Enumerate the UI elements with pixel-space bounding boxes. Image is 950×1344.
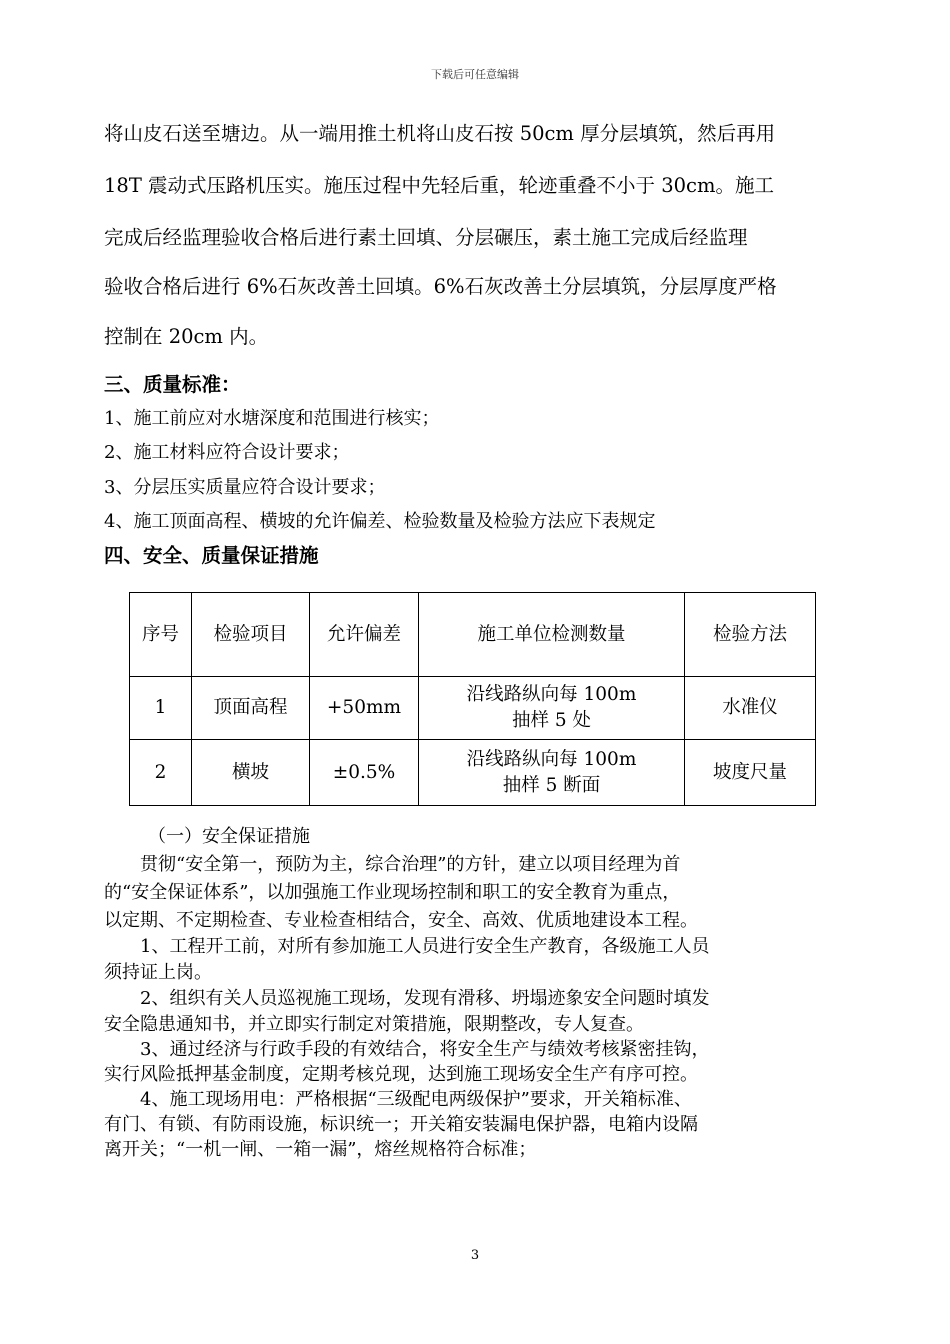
body-line: 的“安全保证体系”，以加强施工作业现场控制和职工的安全教育为重点， xyxy=(104,882,681,903)
section-3-heading: 三、质量标准： xyxy=(104,373,241,396)
table-row xyxy=(130,677,816,740)
table-header-cell: 施工单位检测数量 xyxy=(419,593,685,677)
table-cell-tolerance: ±0.5% xyxy=(310,740,419,806)
body-line: 1、工程开工前，对所有参加施工人员进行安全生产教育，各级施工人员 xyxy=(104,936,710,957)
intro-line: 验收合格后进行 6%石灰改善土回填。6%石灰改善土分层填筑，分层厚度严格 xyxy=(104,275,777,298)
body-line: 有门、有锁、有防雨设施，标识统一；开关箱安装漏电保护器，电箱内设隔 xyxy=(104,1114,698,1135)
table-cell-tolerance: +50mm xyxy=(310,677,419,740)
table-cell-method: 水准仪 xyxy=(685,677,816,740)
body-line: 须持证上岗。 xyxy=(104,962,212,983)
table-cell-quantity xyxy=(419,740,685,806)
intro-line: 完成后经监理验收合格后进行素土回填、分层碾压，素土施工完成后经监理 xyxy=(104,226,748,249)
body-line: 贯彻“安全第一，预防为主，综合治理”的方针，建立以项目经理为首 xyxy=(104,854,681,875)
body-line: 以定期、不定期检查、专业检查相结合，安全、高效、优质地建设本工程。 xyxy=(104,910,698,931)
body-line: 实行风险抵押基金制度，定期考核兑现，达到施工现场安全生产有序可控。 xyxy=(104,1064,698,1085)
safety-subheading: （一）安全保证措施 xyxy=(148,826,310,847)
page-header-note: 下载后可任意编辑 xyxy=(431,68,519,81)
body-line: 安全隐患通知书，并立即实行制定对策措施，限期整改，专人复查。 xyxy=(104,1014,644,1035)
table-cell-item: 顶面高程 xyxy=(192,677,310,740)
table-cell-item: 横坡 xyxy=(192,740,310,806)
page-number: 3 xyxy=(470,1248,480,1263)
table-header-cell: 检验方法 xyxy=(685,593,816,677)
quantity-line: 沿线路纵向每 100m xyxy=(466,748,637,770)
inspection-table xyxy=(129,592,816,806)
table-header-cell: 序号 xyxy=(130,593,192,677)
table-cell-no: 1 xyxy=(130,677,192,740)
list-item: 2、施工材料应符合设计要求； xyxy=(104,442,350,463)
table-row xyxy=(130,740,816,806)
table-header-row xyxy=(130,593,816,677)
quantity-line: 抽样 5 处 xyxy=(511,710,592,731)
quantity-line: 沿线路纵向每 100m xyxy=(466,684,637,705)
body-line: 4、施工现场用电：严格根据“三级配电两级保护”要求，开关箱标准、 xyxy=(104,1089,692,1110)
body-line: 2、组织有关人员巡视施工现场，发现有滑移、坍塌迹象安全问题时填发 xyxy=(104,988,710,1009)
intro-line: 将山皮石送至塘边。从一端用推土机将山皮石按 50cm 厚分层填筑，然后再用 xyxy=(104,122,776,145)
list-item: 4、施工顶面高程、横坡的允许偏差、检验数量及检验方法应下表规定 xyxy=(104,511,656,532)
table-cell-quantity xyxy=(419,677,685,740)
table-cell-method: 坡度尺量 xyxy=(685,740,816,806)
intro-line: 控制在 20cm 内。 xyxy=(104,325,269,348)
table-header-cell: 允许偏差 xyxy=(310,593,419,677)
list-item: 1、施工前应对水塘深度和范围进行核实； xyxy=(104,408,440,429)
quantity-line: 抽样 5 断面 xyxy=(502,774,601,796)
intro-line: 18T 震动式压路机压实。施压过程中先轻后重，轮迹重叠不小于 30cm。施工 xyxy=(104,174,774,197)
body-line: 3、通过经济与行政手段的有效结合，将安全生产与绩效考核紧密挂钩， xyxy=(104,1039,710,1060)
section-4-heading: 四、安全、质量保证措施 xyxy=(104,544,319,567)
list-item: 3、分层压实质量应符合设计要求； xyxy=(104,477,386,498)
table-header-cell: 检验项目 xyxy=(192,593,310,677)
body-line: 离开关；“一机一闸、一箱一漏”，熔丝规格符合标准； xyxy=(104,1139,537,1160)
table-cell-no: 2 xyxy=(130,740,192,806)
